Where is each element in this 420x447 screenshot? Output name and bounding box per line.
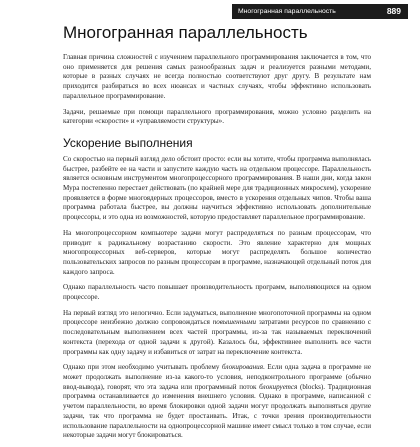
paragraph-4-text-end: затратами ресурсов по сравнению с последовательным выполнением всех частей программы, из-за так называемых переключений контекста (перехода от одной задачи к другой). Казалось бы, эффективнее выполнить все части программы как одну задачу и избавиться от затрат на переключение контекста.: [63, 318, 371, 356]
intro-paragraph-1: Главная причина сложностей с изучением параллельного программирования заключается в том, что оно применяется для решения самых разнообразных задач и реализуется разными методами, которые в разных случаях не всегда полностью соответствуют друг другу. В результате нам приходится разбираться во всех нюансах и частных случаях, чтобы эффективно использовать параллельное программирование.: [63, 53, 371, 100]
paragraph-4-text-start: На первый взгляд это нелогично. Если задуматься, выполнение многопоточной программы на одном процессоре неизбежно должно сопровождаться: [63, 308, 371, 327]
emphasis-blocking: блокирования: [222, 363, 264, 372]
paragraph-5-text-start: Однако при этом необходимо учитывать проблему: [63, 363, 222, 372]
emphasis-blocks: блокируется: [259, 382, 298, 391]
page-number: 889: [386, 6, 401, 16]
intro-paragraph-2: Задачи, решаемые при помощи параллельного программирования, можно условно разделить на категории «скорости» и «управляемости структуры».: [63, 107, 371, 126]
subsection-heading: Ускорение выполнения: [63, 135, 193, 150]
chapter-section-title: Многогранная параллельность: [63, 23, 308, 42]
body-paragraph-5: [63, 363, 371, 441]
body-paragraph-4: [63, 309, 371, 358]
running-header: [232, 4, 408, 19]
paragraph-5-text-end: (blocks). Традиционная программа останавливается до изменения внешнего условия. Однако в программе, написанной с учетом параллельности, во время блокировки одной задачи могут продолжать выполняться другие задачи, так что программа не будет простаивать. Итак, с точки зрения производительности использование параллельности на однопроцессорной машине имеет смысл только в том случае, если некоторые задачи могут блокироваться.: [63, 382, 372, 440]
emphasis-increased: повышенными: [212, 318, 257, 327]
body-paragraph-2: На многопроцессорном компьютере задачи могут распределяться по разным процессорам, что приводит к радикальному возрастанию скорости. Это явление характерно для мощных многопроцессорных веб-серверов, которые могут распределять большое количество пользовательских запросов по разным процессорам в программе, назначающей отдельный поток для каждого запроса.: [63, 228, 371, 276]
page-content: [63, 23, 371, 447]
body-paragraph-3: Однако параллельность часто повышает производительность программ, выполняющихся на одном процессоре.: [63, 283, 371, 302]
running-header-title: Многогранная параллельность: [238, 8, 336, 15]
body-paragraph-1: Со скоростью на первый взгляд дело обстоит просто: если вы хотите, чтобы программа выполнялась быстрее, разбейте ее на части и запустите каждую часть на отдельном процессоре. Параллельность является основным инструментом многопроцессорного программирования. В наши дни, когда закон Мура постепенно перестает действовать (по крайней мере для традиционных микросхем), ускорение проявляется в форме многоядерных процессоров, вместо в ускорения отдельных чипов. Чтобы ваша программа работала быстрее, вы должны научиться эффективно использовать дополнительные процессоры, и это одна из возможностей, которую предоставляет параллельное программирование.: [63, 154, 371, 222]
paragraph-5-text-middle: . Если одна задача в программе не может продолжать выполнение из-за какого-то условия, неподконтрольного программе (обычно ввод-вывода), говорят, что эта задача или программный поток: [63, 363, 371, 391]
